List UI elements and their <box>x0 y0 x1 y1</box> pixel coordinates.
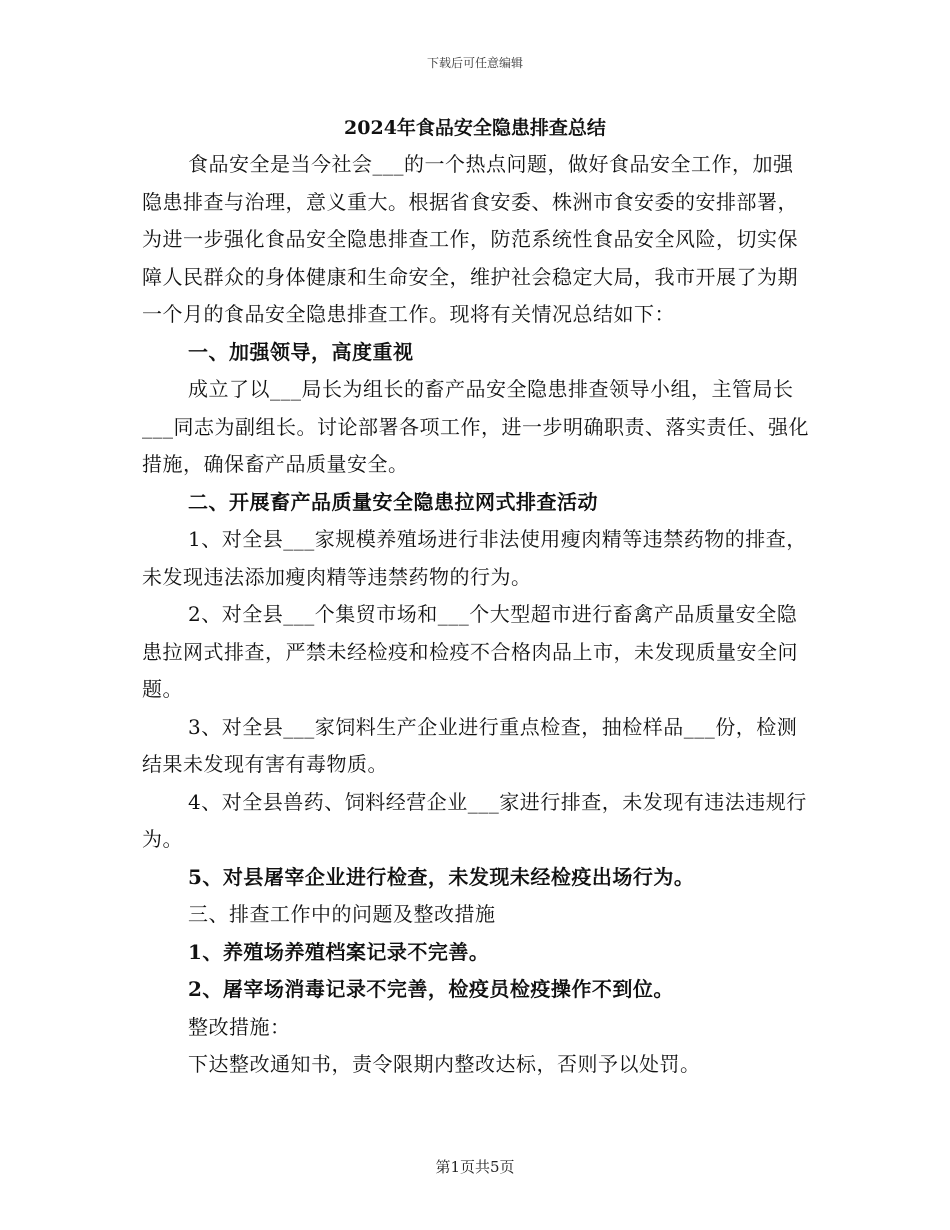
rectification-label: 整改措施： <box>188 1014 291 1039</box>
section-heading-2: 二、开展畜产品质量安全隐患拉网式排查活动 <box>188 489 598 514</box>
document-body <box>142 146 810 1084</box>
intro-paragraph: 食品安全是当今社会___的一个热点问题，做好食品安全工作，加强隐患排查与治理，意义重大。根据省食安委、株洲市食安委的安排部署，为进一步强化食品安全隐患排查工作，防范系统性食品安全风险，切实保障人民群众的身体健康和生命安全，维护社会稳定大局，我市开展了为期一个月的食品安全隐患排查工作。现将有关情况总结如下： <box>142 152 798 326</box>
section-heading-3: 三、排查工作中的问题及整改措施 <box>188 902 496 926</box>
page-footer: 第1页共5页 <box>435 1158 515 1176</box>
problem-item-1: 1、养殖场养殖档案记录不完善。 <box>188 939 490 964</box>
document-title: 2024年食品安全隐患排查总结 <box>344 117 606 139</box>
list-item-4: 4、对全县兽药、饲料经营企业___家进行排查，未发现有违法违规行为。 <box>142 789 807 851</box>
section-heading-1: 一、加强领导，高度重视 <box>188 339 414 364</box>
list-item-2: 2、对全县___个集贸市场和___个大型超市进行畜禽产品质量安全隐患拉网式排查，严禁未经检疫和检疫不合格肉品上市，未发现质量安全问题。 <box>142 602 798 701</box>
paragraph-leadership: 成立了以___局长为组长的畜产品安全隐患排查领导小组，主管局长___同志为副组长。讨论部署各项工作，进一步明确职责、落实责任、强化措施，确保畜产品质量安全。 <box>142 377 809 476</box>
list-item-3: 3、对全县___家饲料生产企业进行重点检查，抽检样品___份，检测结果未发现有害有毒物质。 <box>142 714 798 776</box>
rectification-text: 下达整改通知书，责令限期内整改达标，否则予以处罚。 <box>188 1052 701 1076</box>
problem-item-2: 2、屠宰场消毒记录不完善，检疫员检疫操作不到位。 <box>188 977 674 1001</box>
list-item-5: 5、对县屠宰企业进行检查，未发现未经检疫出场行为。 <box>188 864 695 889</box>
list-item-1: 1、对全县___家规模养殖场进行非法使用瘦肉精等违禁药物的排查，未发现违法添加瘦肉精等违禁药物的行为。 <box>142 527 807 589</box>
header-note: 下载后可任意编辑 <box>426 56 523 70</box>
